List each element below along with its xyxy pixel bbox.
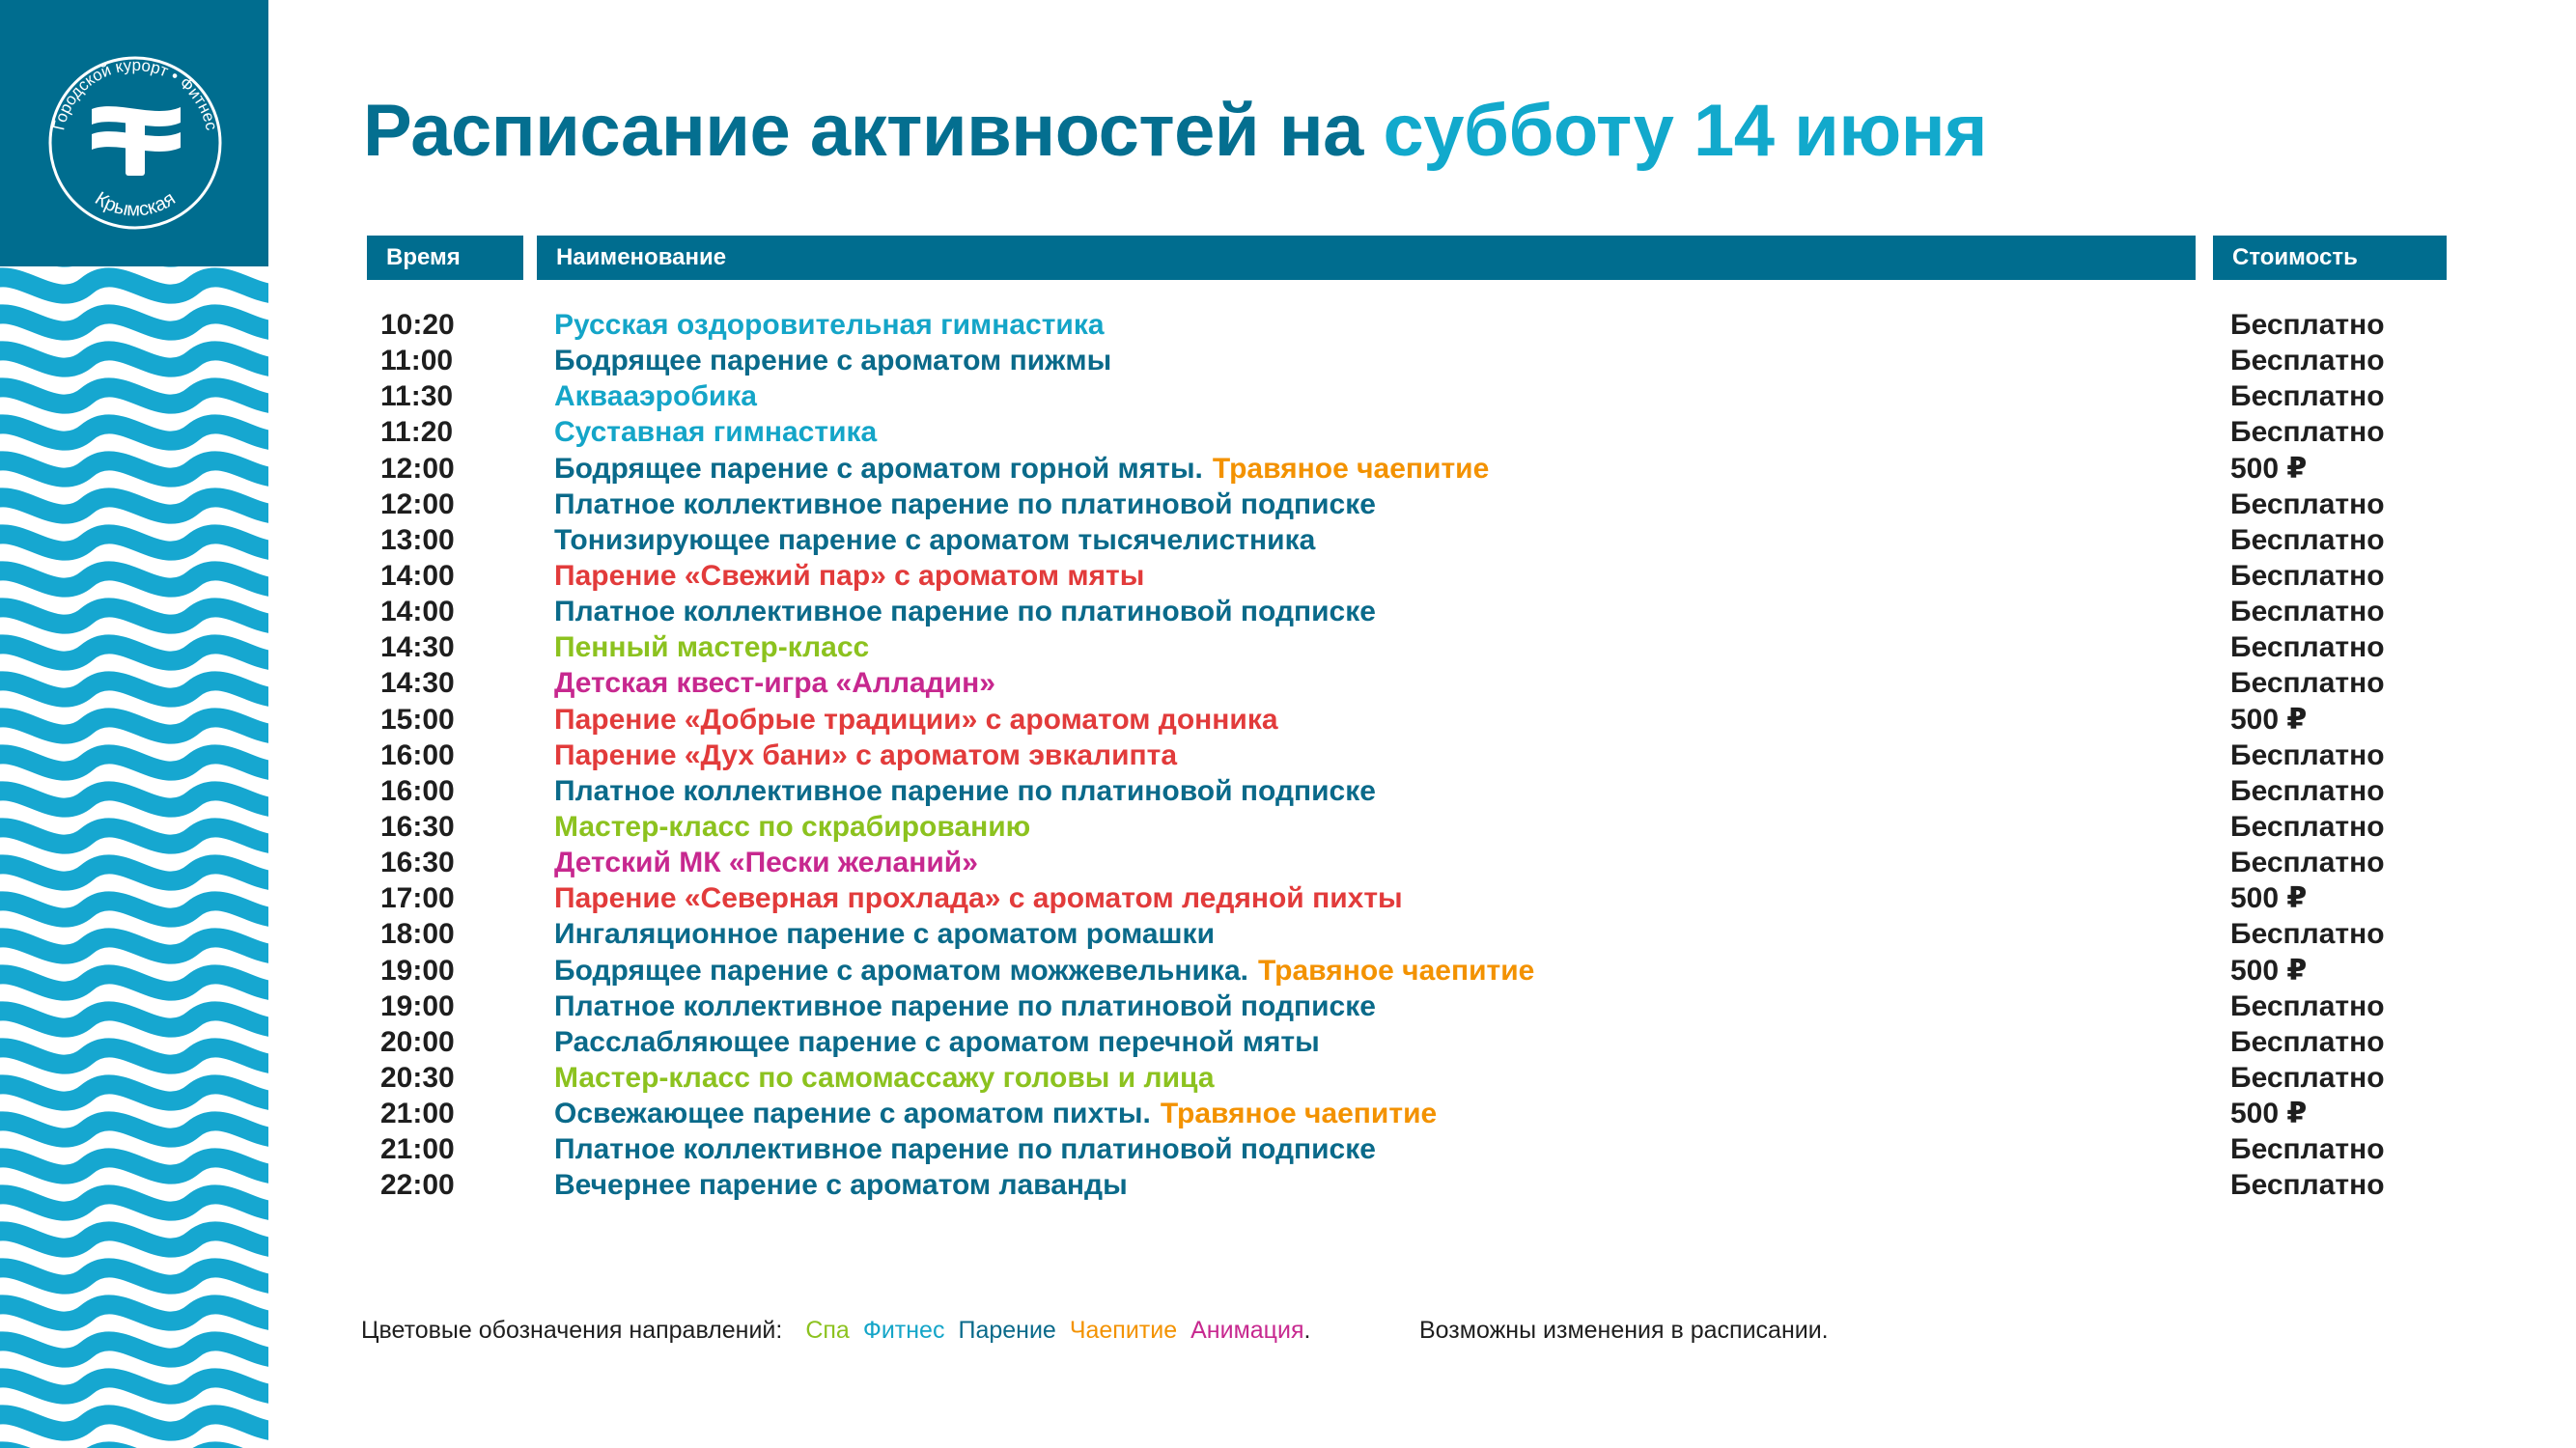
row-time: 11:00 — [380, 345, 454, 377]
row-time: 19:00 — [380, 989, 455, 1022]
row-activity — [554, 773, 1376, 809]
row-activity — [554, 1024, 1320, 1060]
activity-name: Платное коллективное парение по платиновой подписке — [554, 1133, 1376, 1166]
row-activity — [554, 414, 877, 450]
activity-name: Расслабляющее парение с ароматом перечной мяты — [554, 1025, 1320, 1058]
legend-item: Парение — [958, 1317, 1056, 1344]
logo-ring-text: Городской курорт • Фитнес — [49, 55, 221, 132]
row-activity — [554, 378, 757, 414]
row-time: 14:00 — [380, 596, 455, 628]
column-header-time: Время — [367, 236, 523, 280]
table-row — [0, 738, 2576, 773]
row-cost: Бесплатно — [2230, 559, 2385, 592]
activity-name: Бодрящее парение с ароматом горной мяты. — [554, 452, 1203, 485]
row-time: 17:00 — [380, 882, 455, 915]
row-cost: Бесплатно — [2230, 523, 2385, 556]
activity-name: Мастер-класс по скрабированию — [554, 810, 1031, 843]
table-row — [0, 378, 2576, 414]
row-time: 21:00 — [380, 1133, 455, 1166]
legend-items — [805, 1317, 1324, 1344]
row-cost: Бесплатно — [2230, 774, 2385, 807]
row-cost: Бесплатно — [2230, 487, 2385, 520]
row-cost: Бесплатно — [2230, 1061, 2385, 1094]
row-activity — [554, 953, 1534, 989]
row-cost: Бесплатно — [2230, 380, 2385, 413]
row-time: 16:00 — [380, 774, 455, 807]
table-row — [0, 629, 2576, 665]
row-activity — [554, 989, 1376, 1024]
table-row — [0, 594, 2576, 629]
row-time: 13:00 — [380, 523, 455, 556]
row-time: 14:30 — [380, 667, 455, 700]
brand-logo — [0, 0, 268, 266]
row-cost: Бесплатно — [2230, 596, 2385, 628]
activity-name: Платное коллективное парение по платиновой подписке — [554, 774, 1376, 807]
table-row — [0, 845, 2576, 880]
logo-bottom-text: Крымская — [91, 187, 180, 221]
row-cost: 500 ₽ — [2230, 1098, 2308, 1130]
table-row — [0, 916, 2576, 952]
row-time: 14:00 — [380, 559, 455, 592]
row-time: 22:00 — [380, 1169, 455, 1202]
activity-name: Детская квест-игра «Алладин» — [554, 667, 995, 700]
table-row — [0, 702, 2576, 738]
column-header-cost: Стоимость — [2213, 236, 2447, 280]
table-row — [0, 1024, 2576, 1060]
color-legend — [361, 1317, 1337, 1345]
activity-name: Парение «Дух бани» с ароматом эвкалипта — [554, 738, 1178, 771]
row-time: 20:30 — [380, 1061, 455, 1094]
row-cost: 500 ₽ — [2230, 954, 2308, 987]
column-header-name: Наименование — [537, 236, 2196, 280]
activity-name: Платное коллективное парение по платиновой подписке — [554, 487, 1376, 520]
table-row — [0, 665, 2576, 701]
activity-name: Тонизирующее парение с ароматом тысячелистника — [554, 523, 1316, 556]
activity-name: Бодрящее парение с ароматом пижмы — [554, 345, 1112, 377]
row-time: 10:20 — [380, 309, 455, 341]
table-row — [0, 558, 2576, 594]
row-cost: Бесплатно — [2230, 1169, 2385, 1202]
row-time: 20:00 — [380, 1025, 455, 1058]
activity-name: Парение «Северная прохлада» с ароматом ледяной пихты — [554, 882, 1403, 915]
activity-name: Вечернее парение с ароматом лаванды — [554, 1169, 1128, 1202]
row-cost: Бесплатно — [2230, 667, 2385, 700]
legend-label: Цветовые обозначения направлений: — [361, 1317, 783, 1344]
logo-mark-icon — [92, 106, 181, 176]
row-activity — [554, 343, 1111, 378]
table-row — [0, 522, 2576, 558]
schedule-table — [0, 307, 2576, 1204]
page-title — [363, 89, 1987, 173]
activity-name: Пенный мастер-класс — [554, 631, 870, 664]
activity-name: Мастер-класс по самомассажу головы и лица — [554, 1061, 1215, 1094]
activity-name: Ингаляционное парение с ароматом ромашки — [554, 918, 1216, 951]
activity-name: Платное коллективное парение по платиновой подписке — [554, 596, 1376, 628]
row-time: 16:30 — [380, 847, 455, 879]
row-cost: Бесплатно — [2230, 309, 2385, 341]
row-activity — [554, 845, 978, 880]
row-time: 18:00 — [380, 918, 455, 951]
activity-extra: Травяное чаепитие — [1212, 452, 1490, 485]
activity-name: Парение «Свежий пар» с ароматом мяты — [554, 559, 1145, 592]
activity-name: Бодрящее парение с ароматом можжевельника. — [554, 954, 1248, 987]
activity-name: Суставная гимнастика — [554, 416, 878, 449]
row-cost: Бесплатно — [2230, 810, 2385, 843]
table-row — [0, 880, 2576, 916]
legend-item: Чаепитие — [1069, 1317, 1178, 1344]
activity-name: Аквааэробика — [554, 380, 757, 413]
table-row — [0, 953, 2576, 989]
row-cost: Бесплатно — [2230, 345, 2385, 377]
table-row — [0, 1131, 2576, 1167]
title-main: Расписание активностей на — [363, 90, 1384, 172]
table-row — [0, 343, 2576, 378]
row-activity — [554, 809, 1030, 845]
row-activity — [554, 487, 1376, 522]
table-row — [0, 414, 2576, 450]
table-row — [0, 809, 2576, 845]
activity-name: Парение «Добрые традиции» с ароматом донника — [554, 703, 1278, 736]
legend-item: Анимация — [1190, 1317, 1304, 1344]
row-cost: 500 ₽ — [2230, 452, 2308, 485]
activity-name: Платное коллективное парение по платиновой подписке — [554, 989, 1376, 1022]
row-time: 12:00 — [380, 487, 455, 520]
table-row — [0, 307, 2576, 343]
schedule-change-note: Возможны изменения в расписании. — [1419, 1317, 1829, 1344]
row-cost: Бесплатно — [2230, 631, 2385, 664]
row-cost: Бесплатно — [2230, 847, 2385, 879]
row-time: 16:00 — [380, 738, 455, 771]
row-activity — [554, 1167, 1128, 1203]
table-row — [0, 1167, 2576, 1203]
row-activity — [554, 702, 1278, 738]
activity-name: Освежающее парение с ароматом пихты. — [554, 1098, 1151, 1130]
table-row — [0, 451, 2576, 487]
row-time: 19:00 — [380, 954, 455, 987]
activity-name: Русская оздоровительная гимнастика — [554, 309, 1105, 341]
brand-logo-block — [0, 0, 268, 266]
row-activity — [554, 1096, 1437, 1131]
activity-name: Детский МК «Пески желаний» — [554, 847, 978, 879]
activity-extra: Травяное чаепитие — [1257, 954, 1535, 987]
row-cost: Бесплатно — [2230, 989, 2385, 1022]
row-time: 12:00 — [380, 452, 455, 485]
legend-item: Спа — [805, 1317, 850, 1344]
row-time: 15:00 — [380, 703, 455, 736]
row-time: 21:00 — [380, 1098, 455, 1130]
row-activity — [554, 916, 1215, 952]
row-time: 14:30 — [380, 631, 455, 664]
row-activity — [554, 522, 1315, 558]
row-time: 11:20 — [380, 416, 454, 449]
table-row — [0, 773, 2576, 809]
row-cost: 500 ₽ — [2230, 703, 2308, 736]
row-cost: 500 ₽ — [2230, 882, 2308, 915]
row-activity — [554, 1060, 1215, 1096]
legend-period: . — [1303, 1317, 1311, 1344]
row-activity — [554, 1131, 1376, 1167]
activity-extra: Травяное чаепитие — [1160, 1098, 1438, 1130]
row-activity — [554, 880, 1403, 916]
row-time: 11:30 — [380, 380, 454, 413]
row-activity — [554, 307, 1105, 343]
row-activity — [554, 451, 1489, 487]
table-row — [0, 487, 2576, 522]
row-cost: Бесплатно — [2230, 1025, 2385, 1058]
table-row — [0, 1060, 2576, 1096]
row-cost: Бесплатно — [2230, 918, 2385, 951]
row-activity — [554, 665, 995, 701]
legend-item: Фитнес — [862, 1317, 945, 1344]
row-activity — [554, 594, 1376, 629]
row-cost: Бесплатно — [2230, 416, 2385, 449]
row-activity — [554, 629, 869, 665]
title-highlight: субботу 14 июня — [1383, 90, 1987, 172]
row-cost: Бесплатно — [2230, 738, 2385, 771]
row-cost: Бесплатно — [2230, 1133, 2385, 1166]
table-row — [0, 989, 2576, 1024]
table-row — [0, 1096, 2576, 1131]
row-activity — [554, 738, 1177, 773]
row-activity — [554, 558, 1144, 594]
row-time: 16:30 — [380, 810, 455, 843]
